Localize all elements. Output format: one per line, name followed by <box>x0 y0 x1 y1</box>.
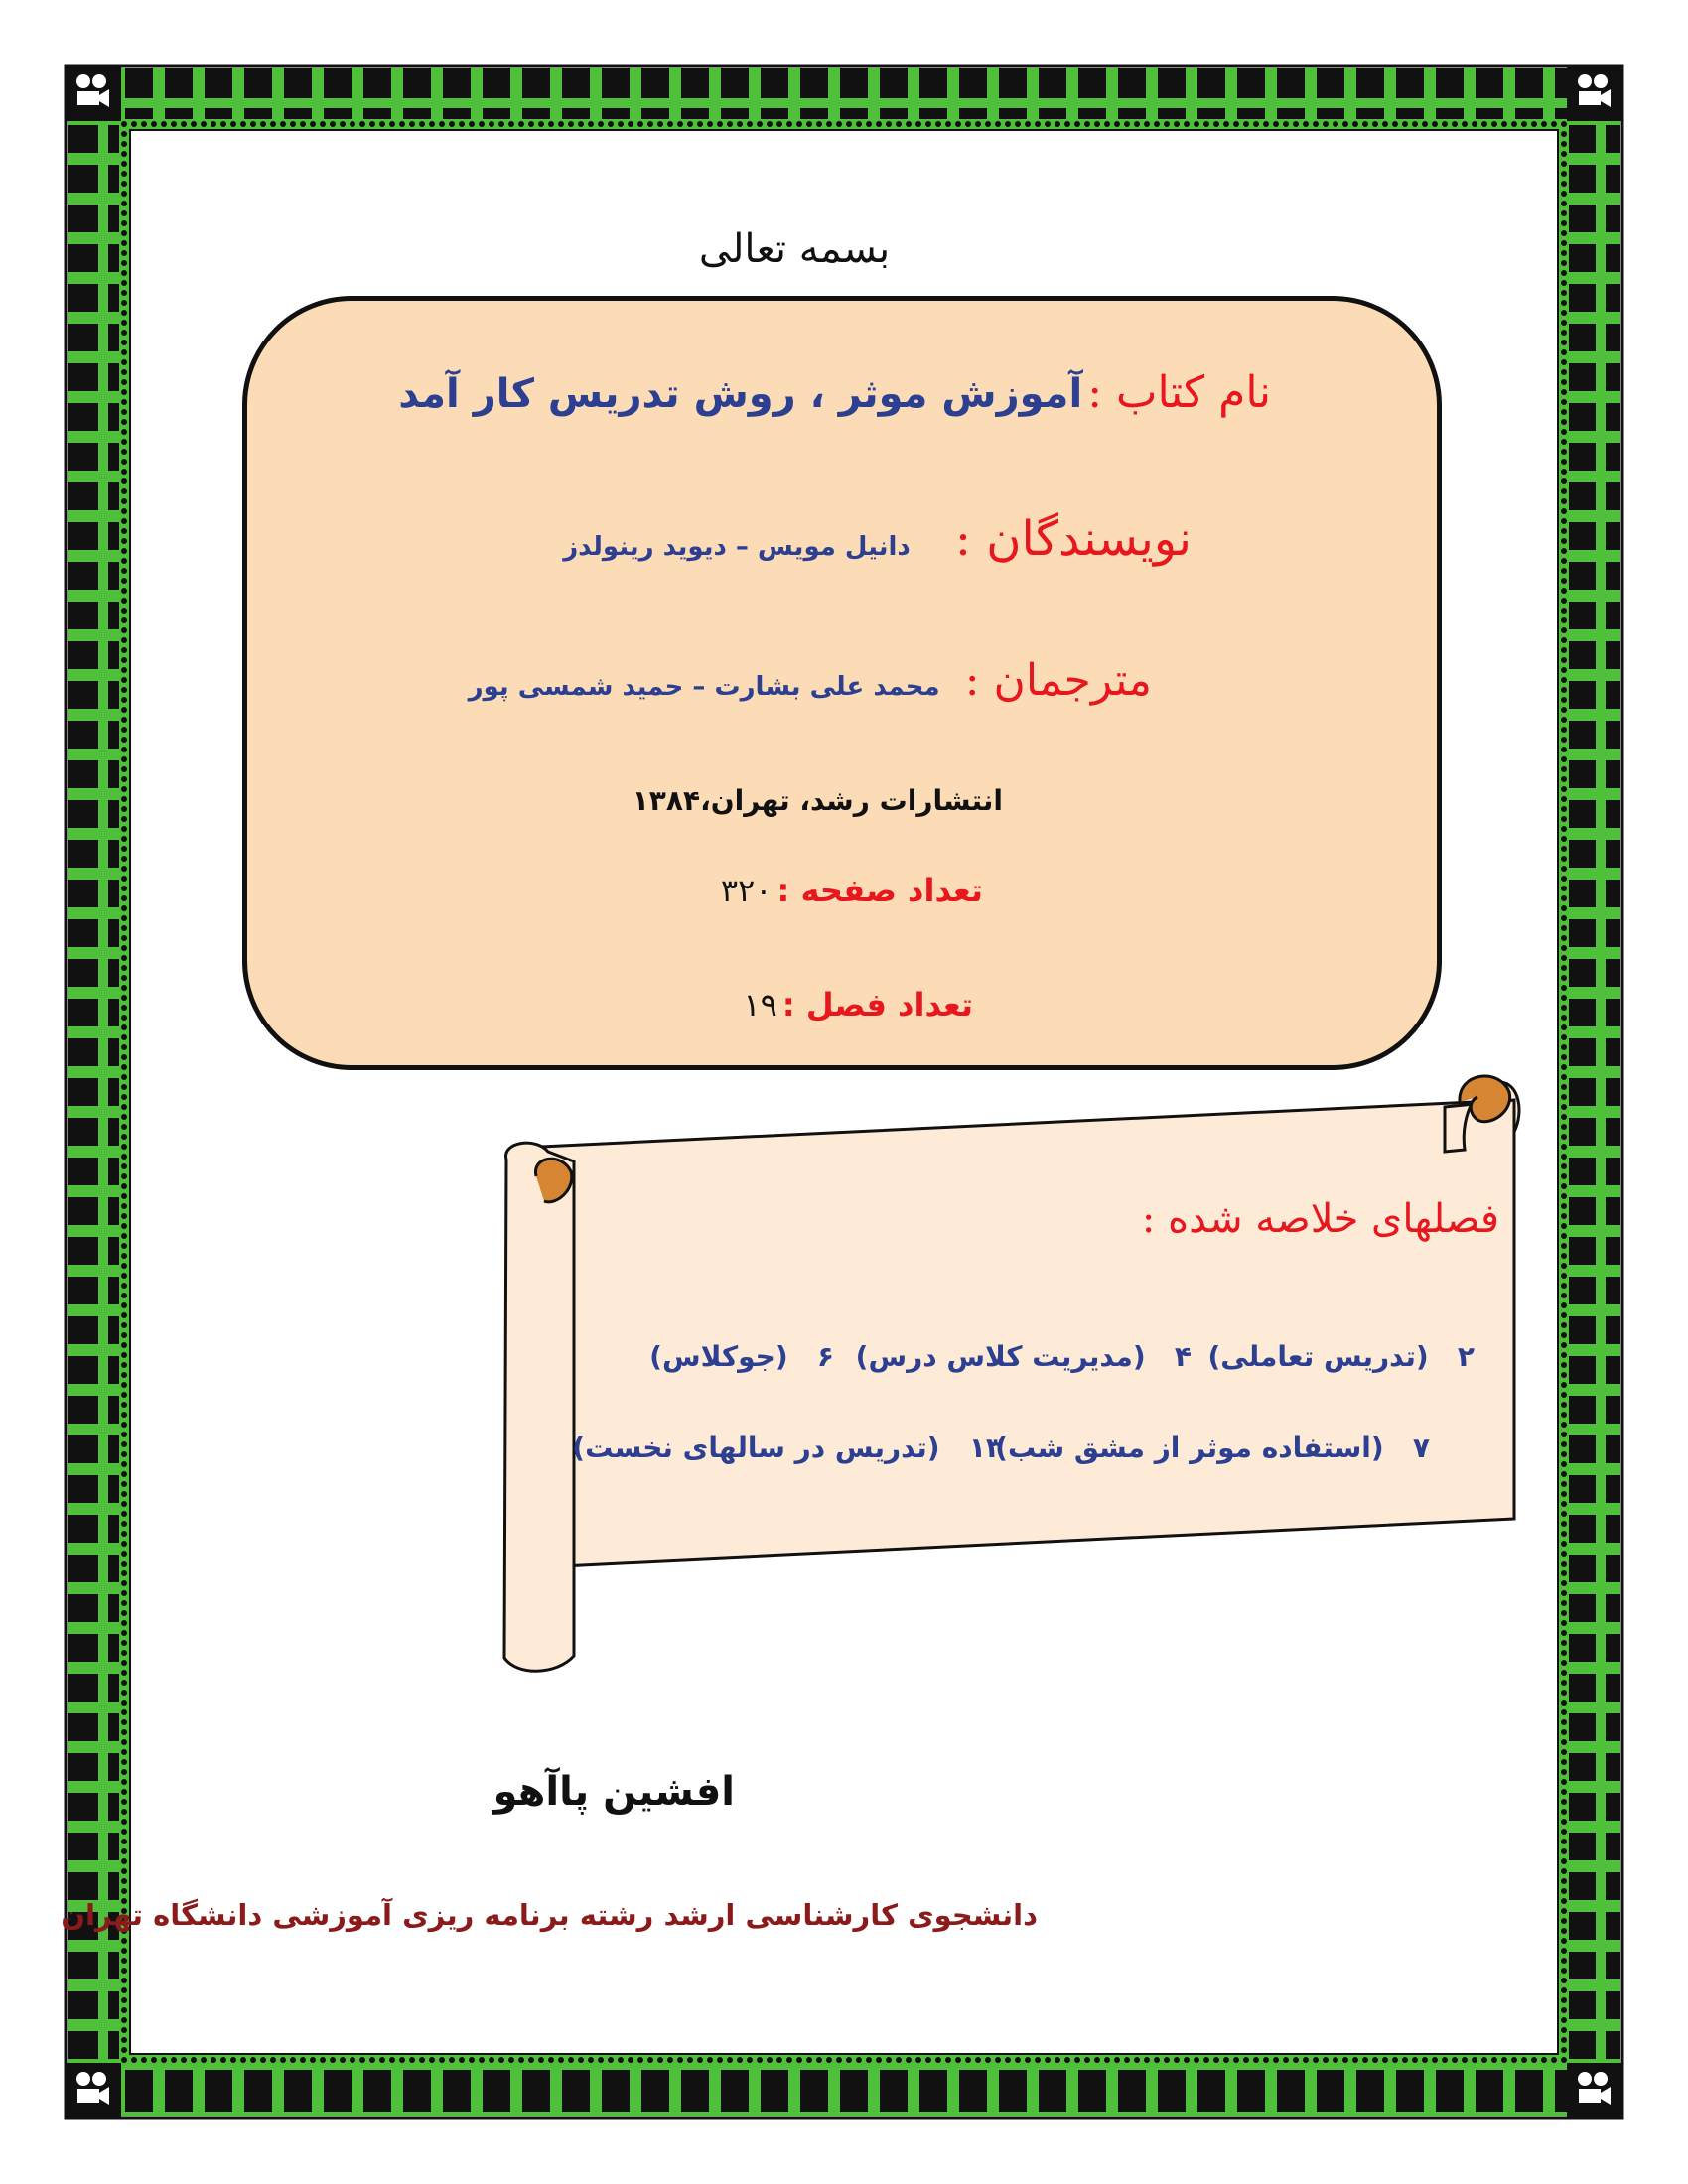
authors-value: دانیل مویس – دیوید رینولدز <box>563 532 911 562</box>
chapters-count-value: ۱۹ <box>743 986 777 1024</box>
authors-line <box>556 511 1192 567</box>
basmala-heading: بسمه تعالی <box>698 226 891 272</box>
author-name: افشین پاآهو <box>492 1769 735 1815</box>
book-title-label: نام کتاب : <box>1087 367 1271 418</box>
chapters-count-line <box>675 986 973 1024</box>
chapter-item: ۲ (تدریس تعاملی) <box>1207 1340 1475 1373</box>
authors-label: نویسندگان : <box>954 511 1192 567</box>
translators-line <box>468 655 1152 706</box>
translators-value: محمد علی بشارت – حمید شمسی پور <box>468 672 940 702</box>
pages-label: تعداد صفحه : <box>776 872 983 909</box>
film-camera-icon <box>1567 2063 1622 2118</box>
chapter-item: ۱۳ (تدریس در سالهای نخست) <box>572 1432 1003 1464</box>
pages-line <box>635 872 983 909</box>
film-camera-icon <box>66 2063 121 2118</box>
chapters-count-label: تعداد فصل : <box>781 986 973 1024</box>
chapter-item: ۶ (جوکلاس) <box>649 1340 834 1373</box>
chapter-item: ۷ (استفاده موثر از مشق شب) <box>995 1432 1430 1464</box>
chapter-item: ۴ (مدیریت کلاس درس) <box>855 1340 1192 1373</box>
scroll-banner <box>504 1076 1519 1671</box>
summary-title: فصلهای خلاصه شده : <box>1141 1196 1499 1242</box>
author-affiliation: دانشجوی کارشناسی ارشد رشته برنامه ریزی آموزشی دانشگاه تهران <box>61 1898 1038 1932</box>
book-title-value: آموزش موثر ، روش تدریس کار آمد <box>398 371 1083 417</box>
pages-value: ۳۲۰ <box>720 872 773 909</box>
film-camera-icon <box>66 66 121 121</box>
translators-label: مترجمان : <box>964 655 1152 706</box>
film-camera-icon <box>1567 66 1622 121</box>
book-title-line <box>298 367 1271 418</box>
publisher-line: انتشارات رشد، تهران،۱۳۸۴ <box>632 784 1003 817</box>
